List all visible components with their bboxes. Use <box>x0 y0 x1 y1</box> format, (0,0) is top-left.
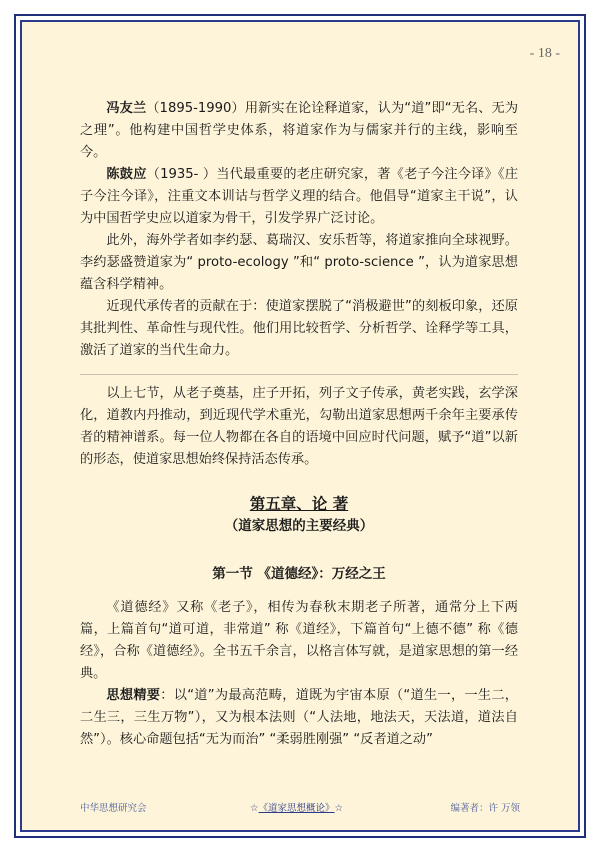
star-icon: ☆ <box>250 803 259 814</box>
footer-organization: 中华思想研究会 <box>80 803 147 814</box>
paragraph <box>80 230 518 296</box>
section-b <box>80 597 518 751</box>
section-a <box>80 98 518 362</box>
chapter-title: 第五章、论 著 <box>249 495 349 513</box>
divider-line <box>80 374 518 375</box>
footer-author: 编著者：许 万领 <box>450 803 520 814</box>
star-icon: ☆ <box>334 803 344 814</box>
paragraph-text: 此外，海外学者如李约瑟、葛瑞汉、安乐哲等，将道家推向全球视野。李约瑟盛赞道家为“ proto-ecology ”和“ proto-science ”，认为道家思想蕴含科学精神。 <box>80 233 518 292</box>
footer-book-title <box>250 800 343 814</box>
footer-title-link[interactable]: 《道家思想概论》 <box>258 803 335 814</box>
paragraph-lead: 思想精要 <box>106 688 161 703</box>
section-title: 第一节 《道德经》：万经之王 <box>212 566 386 582</box>
paragraph-lead: 冯友兰 <box>106 101 147 116</box>
paragraph <box>80 296 518 362</box>
chapter-subtitle: （道家思想的主要经典） <box>224 518 374 534</box>
summary-paragraph: 以上七节，从老子奠基，庄子开拓，列子文子传承，黄老实践，玄学深化，道教内丹推动，到近现代学术重光，勾勒出道家思想两千余年主要承传者的精神谱系。每一位人物都在各自的语境中回应时代问题，赋予“道”以新的形态，使道家思想始终保持活态传承。 <box>80 386 518 467</box>
paragraph-text: （1895-1990）用新实在论诠释道家，认为“道”即“无名、无为之理”。他构建中国哲学史体系，将道家作为与儒家并行的主线，影响至今。 <box>80 101 519 160</box>
paragraph <box>80 164 518 230</box>
paragraph <box>80 597 518 685</box>
page-content <box>80 98 518 751</box>
paragraph <box>80 98 518 164</box>
paragraph-lead: 陈鼓应 <box>106 167 147 182</box>
paragraph-text: 近现代承传者的贡献在于：使道家摆脱了“消极避世”的刻板印象，还原其批判性、革命性与现代性。他们用比较哲学、分析哲学、诠释学等工具，激活了道家的当代生命力。 <box>80 299 518 358</box>
paragraph-text: ：以“道”为最高范畴，道既为宇宙本原（“道生一，一生二，二生三，三生万物”），又为根本法则（“人法地，地法天，天法道，道法自然”）。核心命题包括“无为而治” “柔弱胜刚强” “反者道之动” <box>80 688 518 747</box>
page-number: - 18 - <box>529 46 560 61</box>
paragraph-text: 《道德经》又称《老子》，相传为春秋末期老子所著，通常分上下两篇，上篇首句“道可道，非常道” 称《道经》，下篇首句“上德不德” 称《德经》，合称《道德经》。全书五千余言，以格言体写就，是道家思想的第一经典。 <box>80 600 518 681</box>
paragraph-text: （1935- ）当代最重要的老庄研究家，著《老子今注今译》《庄子今注今译》，注重文本训诂与哲学义理的结合。他倡导“道家主干说”，认为中国哲学史应以道家为骨干，引发学界广泛讨论。 <box>80 167 519 226</box>
paragraph <box>80 685 518 751</box>
